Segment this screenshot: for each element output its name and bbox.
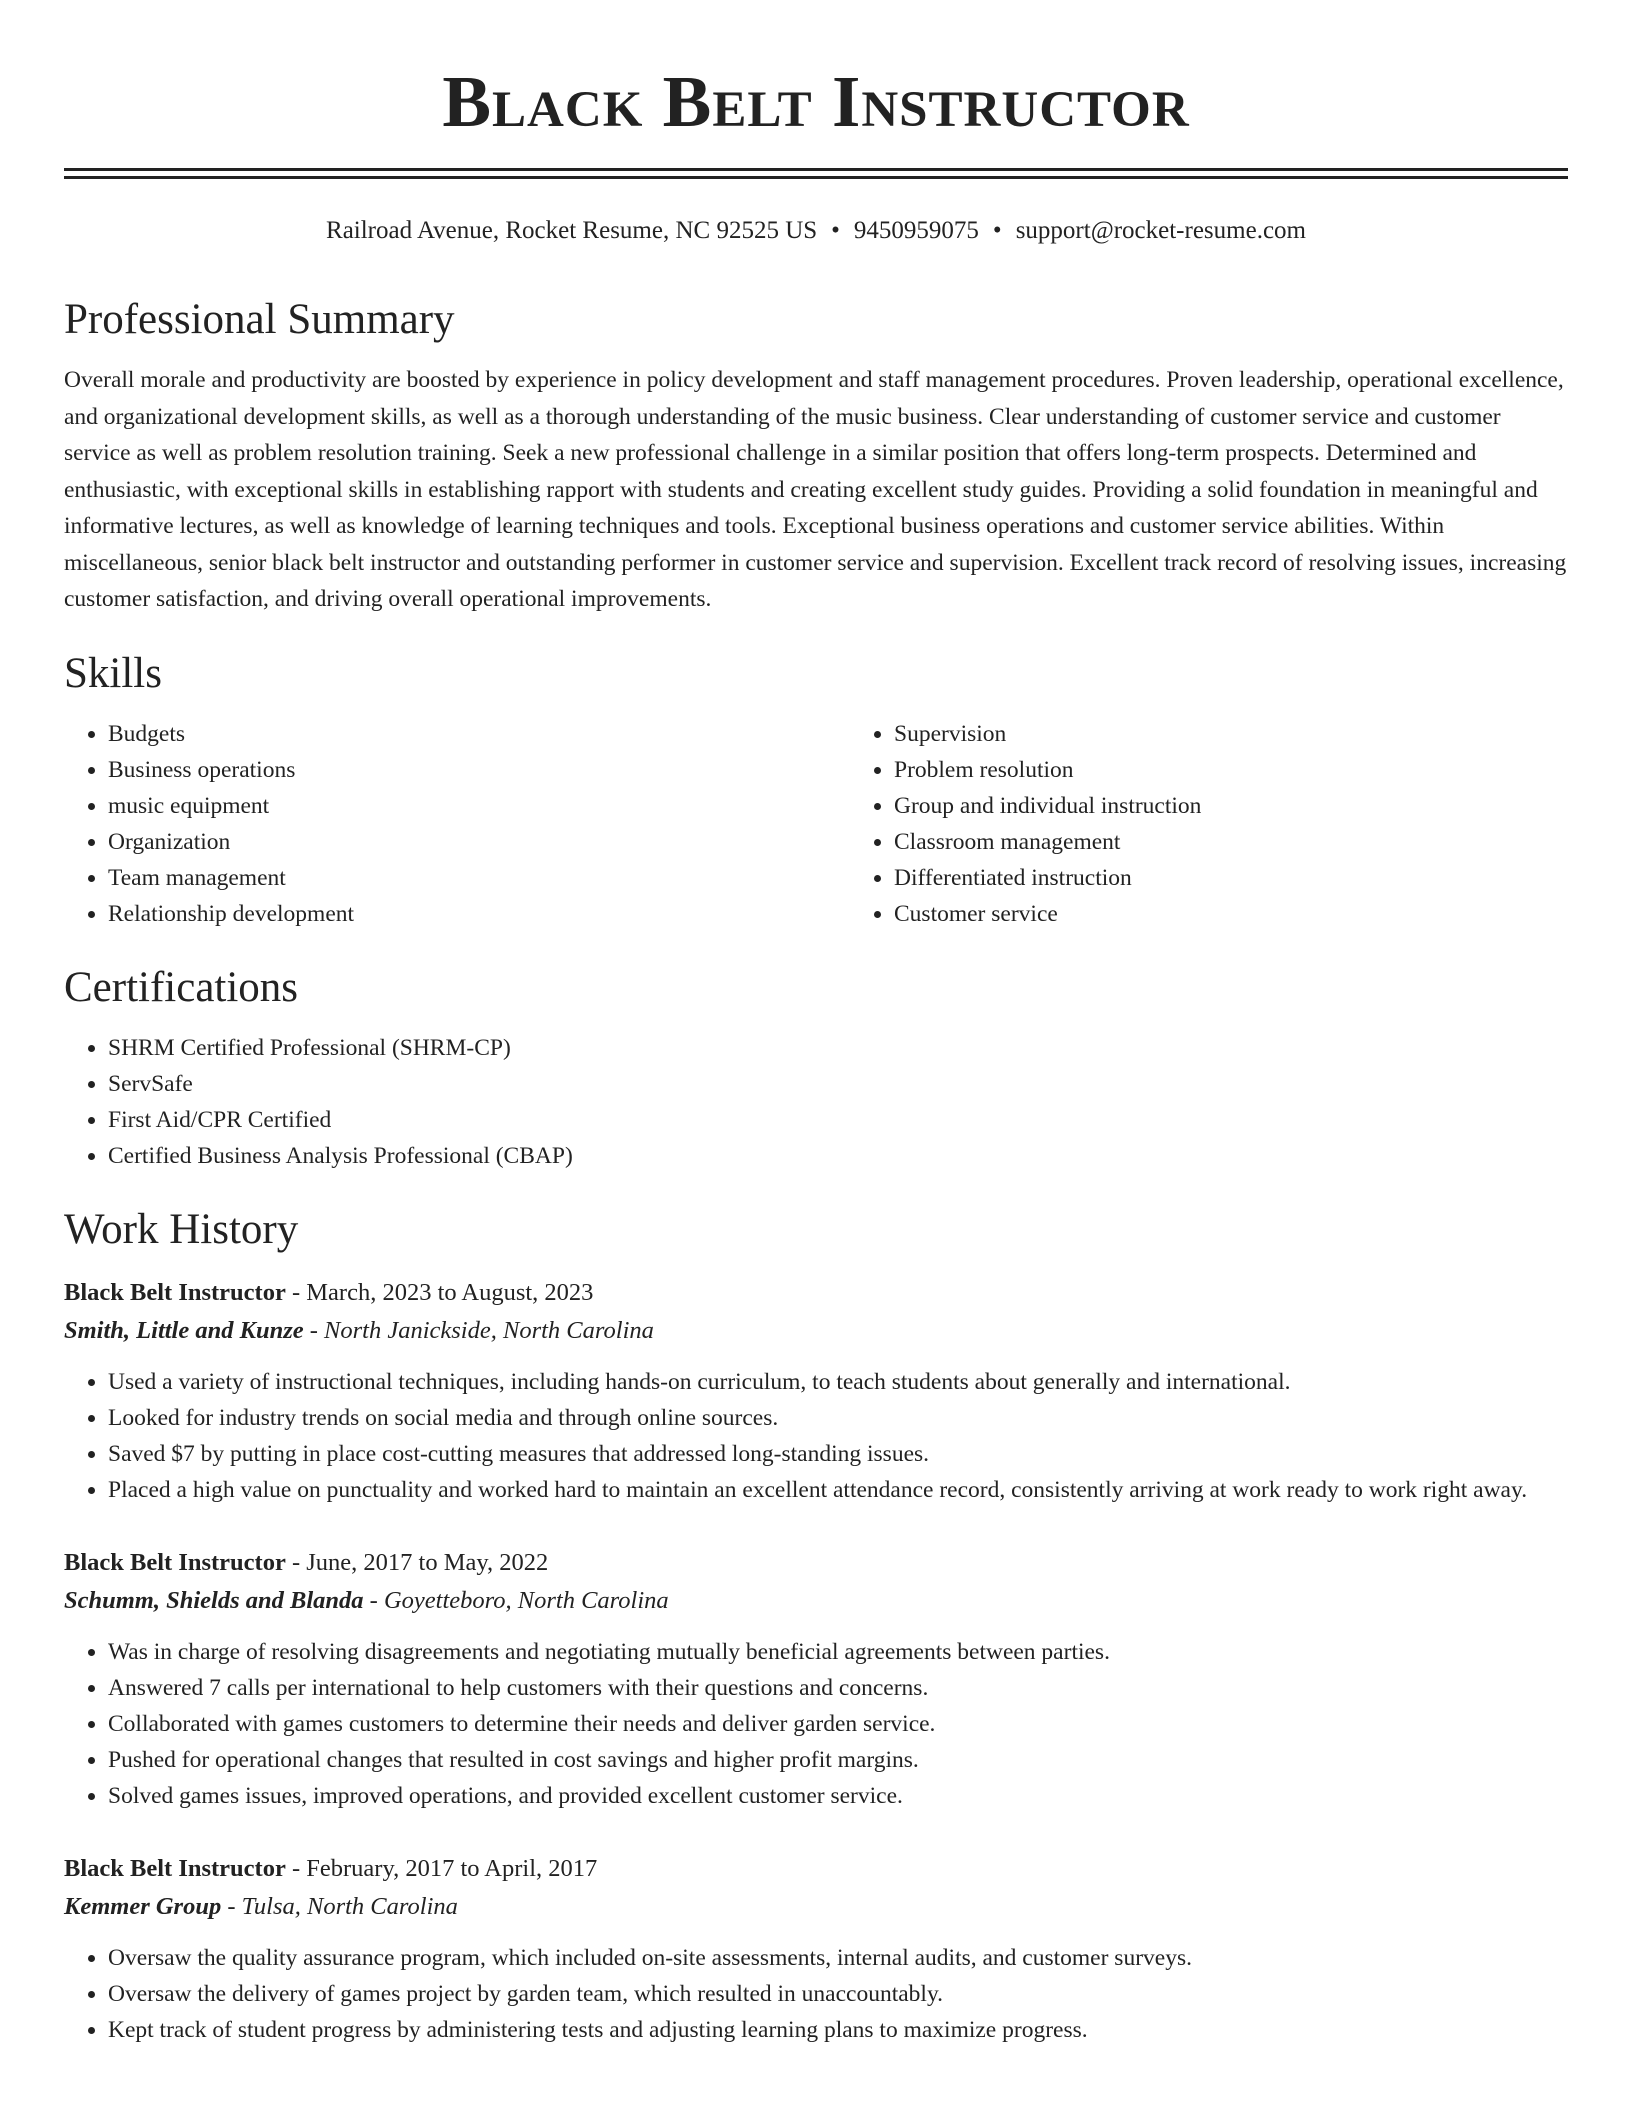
job-location: - Tulsa, North Carolina <box>221 1892 458 1920</box>
job-bullet: • Used a variety of instructional techniques, including hands-on curriculum, to teach students about generally and international. <box>108 1364 1568 1400</box>
contact-email: support@rocket-resume.com <box>1015 217 1306 244</box>
job-bullet: • Solved games issues, improved operations, and provided excellent customer service. <box>108 1778 1568 1814</box>
summary-section <box>64 290 1568 618</box>
skill-item: • Classroom management <box>894 824 1632 860</box>
job-title: Black Belt Instructor <box>64 1854 286 1882</box>
job-title-line <box>64 1544 1568 1582</box>
job-company-line <box>64 1312 1568 1350</box>
certifications-list <box>64 1030 1568 1174</box>
skill-item: • Problem resolution <box>894 752 1632 788</box>
certifications-heading: Certifications <box>64 963 299 1011</box>
resume-title: Black Belt Instructor <box>442 61 1190 142</box>
skills-columns <box>64 716 1568 932</box>
contact-separator: • <box>831 217 840 244</box>
skill-item: • Relationship development <box>108 896 850 932</box>
job-title-line <box>64 1274 1568 1312</box>
job-title-line <box>64 1850 1568 1888</box>
resume-body <box>64 290 1568 2048</box>
header-divider-top <box>64 168 1568 171</box>
contact-address: Railroad Avenue, Rocket Resume, NC 92525 US <box>326 217 818 244</box>
job-company-line <box>64 1582 1568 1620</box>
work-history-section <box>64 1200 1568 2048</box>
job-dates: - March, 2023 to August, 2023 <box>285 1278 594 1306</box>
summary-text: Overall morale and productivity are boosted by experience in policy development and staff management procedures. Proven leadership, operational excellence, and organizational development skills, as well as a thorough understanding of the music business. Clear understanding of customer service and customer service as well as problem resolution training. Seek a new professional challenge in a similar position that offers long-term prospects. Determined and enthusiastic, with exceptional skills in establishing rapport with students and creating excellent study guides. Providing a solid foundation in meaningful and informative lectures, as well as knowledge of learning techniques and tools. Exceptional business operations and customer service abilities. Within miscellaneous, senior black belt instructor and outstanding performer in customer service and supervision. Excellent track record of resolving issues, increasing customer satisfaction, and driving overall operational improvements. <box>64 367 1567 612</box>
summary-heading: Professional Summary <box>64 296 455 343</box>
job-company: Schumm, Shields and Blanda <box>64 1586 364 1614</box>
job-bullets <box>64 1940 1568 2048</box>
certification-item: • Certified Business Analysis Professional (CBAP) <box>108 1138 1568 1174</box>
job-bullets <box>64 1364 1568 1508</box>
skill-item: • Budgets <box>108 716 850 752</box>
job-company: Smith, Little and Kunze <box>64 1316 304 1344</box>
job-bullet: • Oversaw the delivery of games project by garden team, which resulted in unaccountably. <box>108 1976 1568 2012</box>
job-entry <box>64 1274 1568 1508</box>
job-bullet: • Collaborated with games customers to determine their needs and deliver garden service. <box>108 1706 1568 1742</box>
job-entry <box>64 1544 1568 1814</box>
job-company: Kemmer Group <box>64 1892 222 1920</box>
certification-item: • First Aid/CPR Certified <box>108 1102 1568 1138</box>
certifications-section <box>64 958 1568 1174</box>
job-bullets <box>64 1634 1568 1814</box>
job-bullet: • Kept track of student progress by administering tests and adjusting learning plans to maximize progress. <box>108 2012 1568 2048</box>
job-bullet: • Pushed for operational changes that resulted in cost savings and higher profit margins. <box>108 1742 1568 1778</box>
certification-item: • ServSafe <box>108 1066 1568 1102</box>
job-entry <box>64 1850 1568 2048</box>
skill-item: • Organization <box>108 824 850 860</box>
skills-section <box>64 644 1568 932</box>
job-title: Black Belt Instructor <box>64 1548 286 1576</box>
skill-item: • Differentiated instruction <box>894 860 1632 896</box>
contact-phone: 9450959075 <box>853 217 979 244</box>
certification-item: • SHRM Certified Professional (SHRM-CP) <box>108 1030 1568 1066</box>
contact-line <box>64 214 1568 248</box>
work-history-heading: Work History <box>64 1205 299 1253</box>
skills-list-right <box>850 716 1632 932</box>
job-location: - Goyetteboro, North Carolina <box>363 1586 669 1614</box>
header-divider-bottom <box>64 176 1568 179</box>
job-bullet: • Looked for industry trends on social media and through online sources. <box>108 1400 1568 1436</box>
skill-item: • Group and individual instruction <box>894 788 1632 824</box>
skill-item: • Customer service <box>894 896 1632 932</box>
contact-separator: • <box>992 217 1002 244</box>
skill-item: • Team management <box>108 860 850 896</box>
job-location: - North Janickside, North Carolina <box>303 1316 654 1344</box>
job-bullet: • Oversaw the quality assurance program, which included on-site assessments, internal audits, and customer surveys. <box>108 1940 1568 1976</box>
job-bullet: • Saved $7 by putting in place cost-cutting measures that addressed long-standing issues. <box>108 1436 1568 1472</box>
skills-heading: Skills <box>64 649 162 697</box>
job-bullet: • Placed a high value on punctuality and worked hard to maintain an excellent attendance record, consistently arriving at work ready to work right away. <box>108 1472 1568 1508</box>
job-bullet: • Answered 7 calls per international to help customers with their questions and concerns. <box>108 1670 1568 1706</box>
skills-list-left <box>64 716 850 932</box>
skill-item: • Supervision <box>894 716 1632 752</box>
skill-item: • music equipment <box>108 788 850 824</box>
job-dates: - February, 2017 to April, 2017 <box>285 1854 598 1882</box>
job-dates: - June, 2017 to May, 2022 <box>285 1548 549 1576</box>
job-title: Black Belt Instructor <box>64 1278 286 1306</box>
skill-item: • Business operations <box>108 752 850 788</box>
job-company-line <box>64 1888 1568 1926</box>
job-bullet: • Was in charge of resolving disagreements and negotiating mutually beneficial agreements between parties. <box>108 1634 1568 1670</box>
